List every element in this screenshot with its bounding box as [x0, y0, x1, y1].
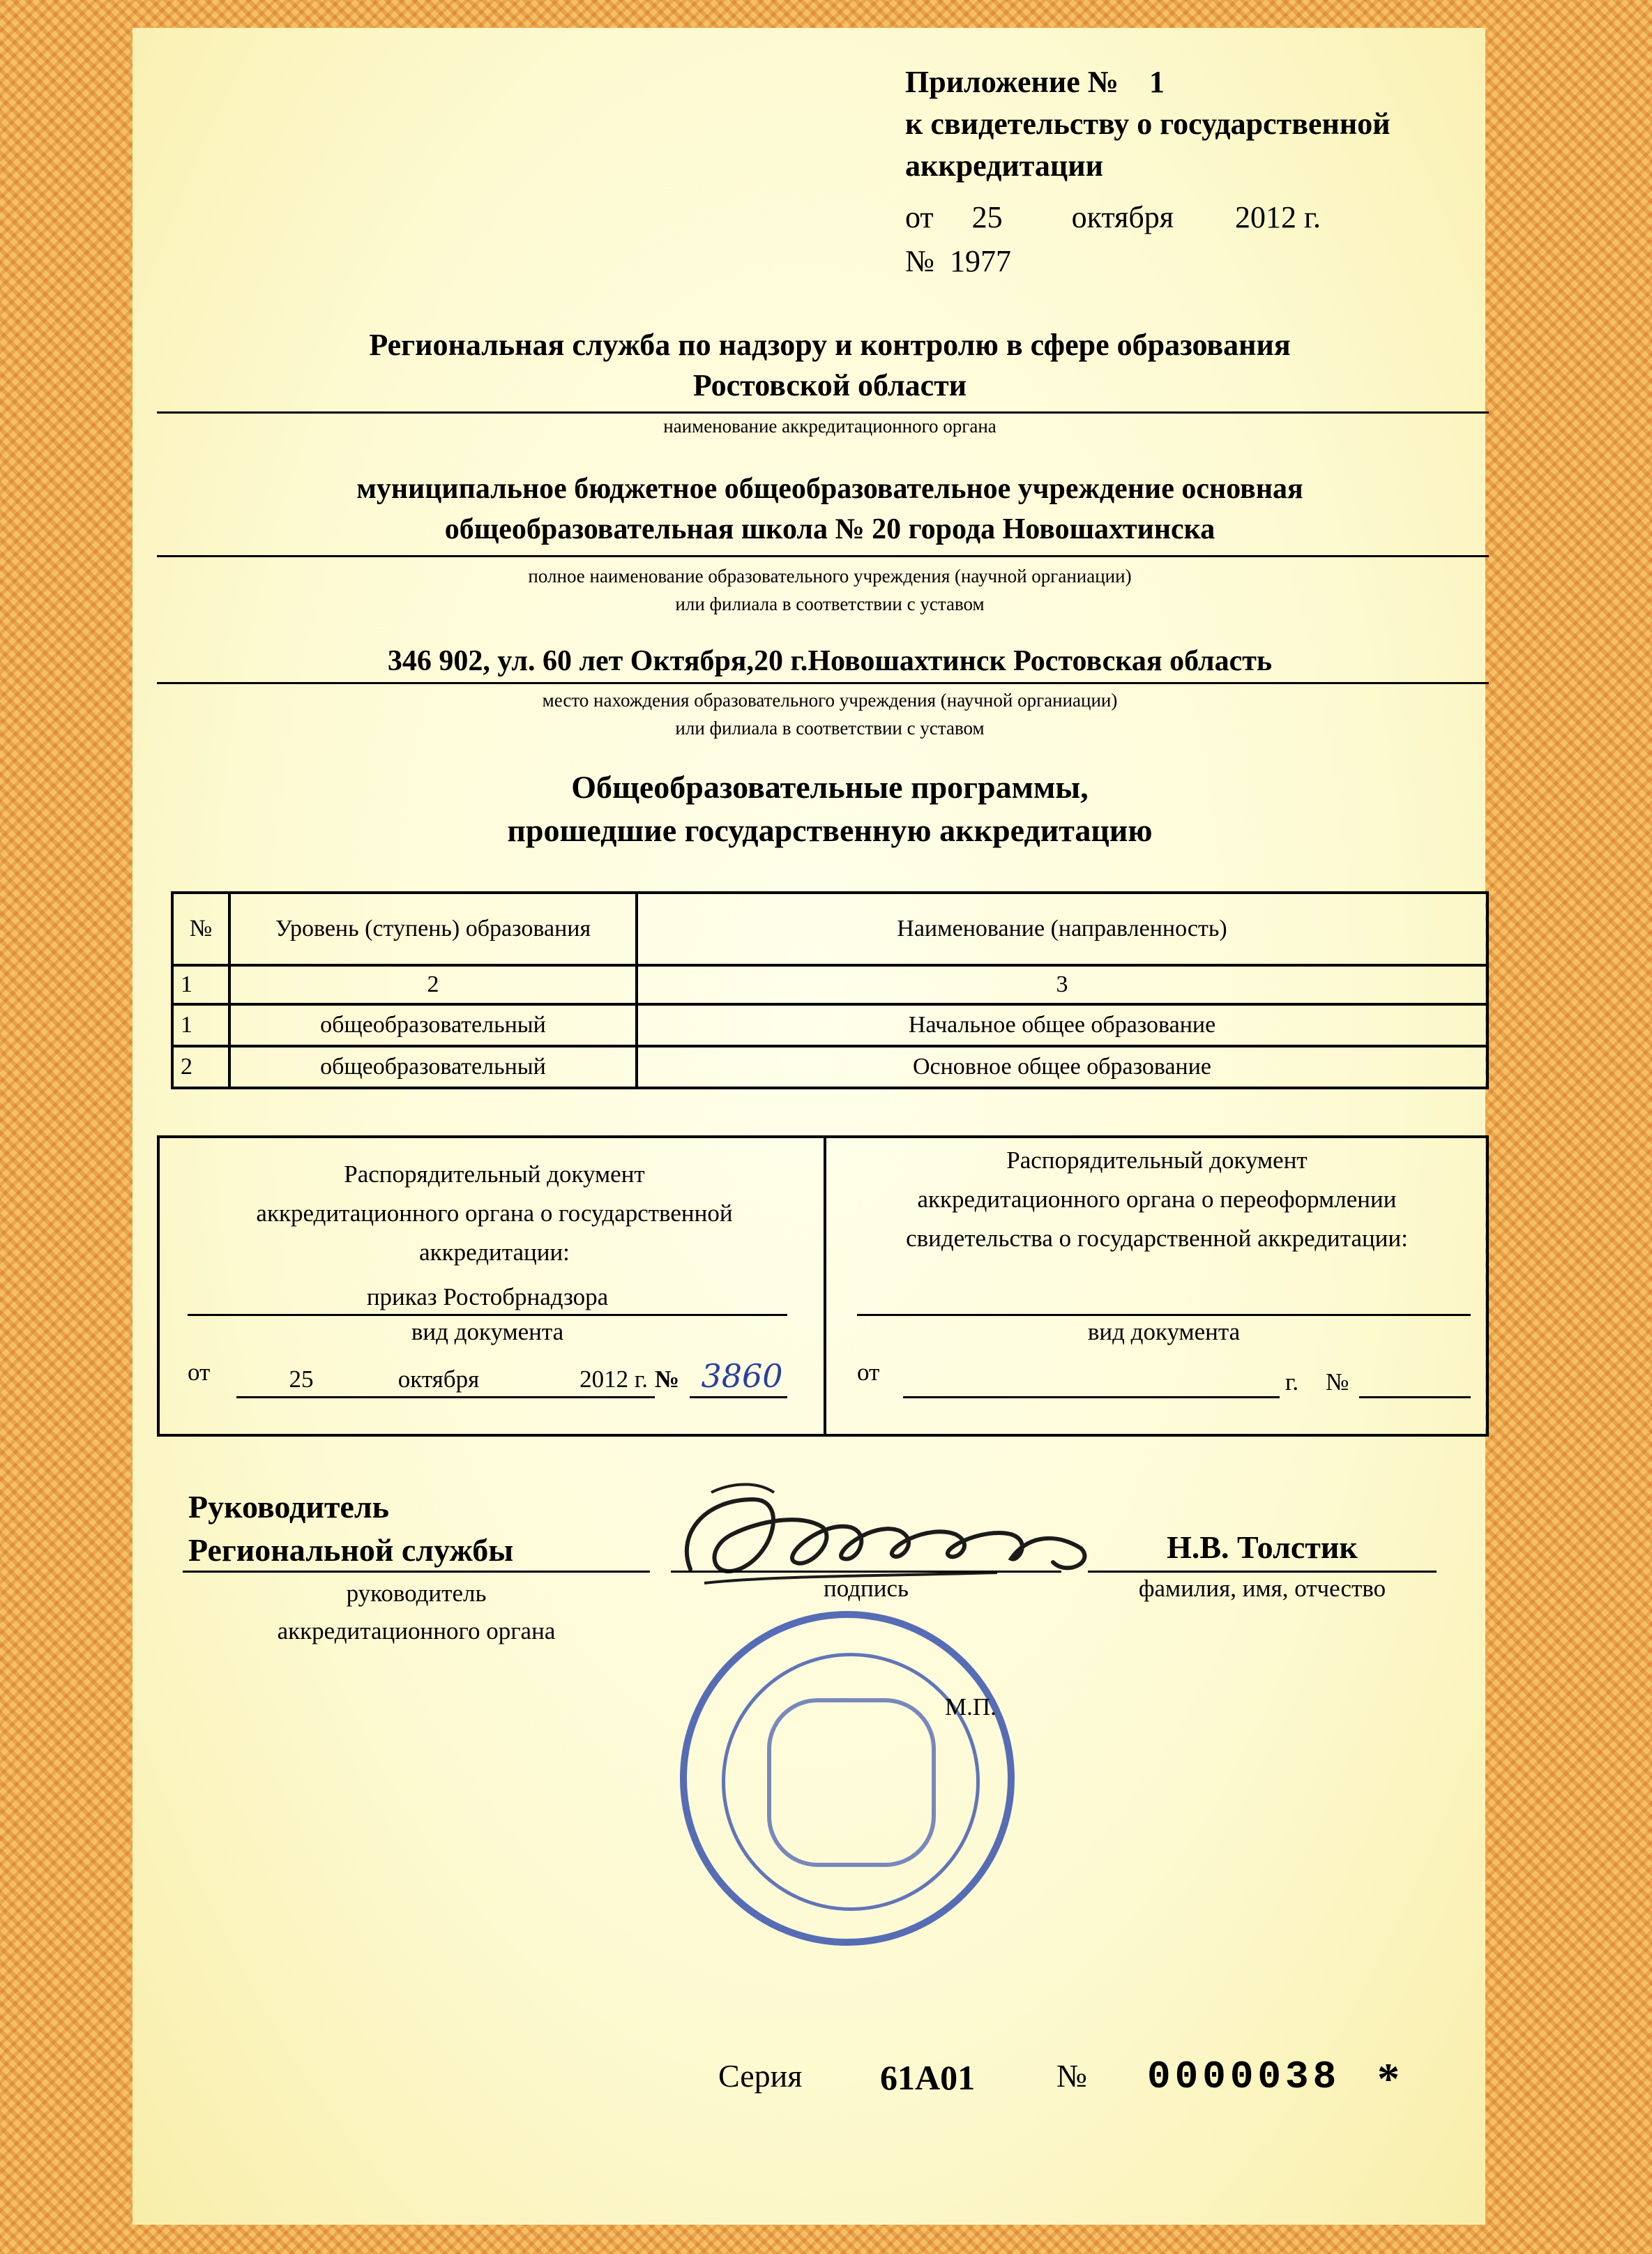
- institution-name-line2: общеобразовательная школа № 20 города Новошахтинска: [444, 513, 1215, 545]
- series-number-value: 0000038: [1147, 2055, 1341, 2099]
- table-cell: общеобразовательный: [229, 1004, 637, 1046]
- order-left-number-underline: [690, 1396, 787, 1398]
- signatory-name-caption: фамилия, имя, отчество: [1138, 1575, 1386, 1602]
- order-right-heading-line3: свидетельства о государственной аккредитации:: [906, 1225, 1408, 1252]
- order-left-number-value: 3860: [701, 1357, 783, 1395]
- institution-caption-line2: или филиала в соответствии с уставом: [675, 593, 985, 614]
- order-right-date-prefix: от: [857, 1359, 880, 1386]
- series-value: 61А01: [880, 2058, 976, 2097]
- order-left-doc-caption: вид документа: [411, 1318, 564, 1345]
- order-left-heading-line1: Распорядительный документ: [344, 1160, 645, 1188]
- signatory-title-caption: [183, 1575, 650, 1650]
- table-cell: 1: [172, 965, 229, 1004]
- signatory-title-line1: Руководитель: [188, 1489, 389, 1525]
- programs-title-line1: Общеобразовательные программы,: [571, 769, 1089, 805]
- signatory-name: Н.В. Толстик: [1167, 1529, 1358, 1565]
- address-caption-line1: место нахождения образовательного учреждения (научной органиации): [542, 690, 1118, 711]
- order-left-number-label: №: [655, 1366, 680, 1393]
- appendix-date-day: 25: [971, 200, 1003, 234]
- programs-title-line2: прошедшие государственную аккредитацию: [507, 812, 1153, 848]
- appendix-date: [905, 197, 1463, 239]
- order-right-date-underline: [903, 1396, 1280, 1398]
- table-cell: 2: [172, 1046, 229, 1088]
- table-cell: 1: [172, 1004, 229, 1046]
- orders-box: [157, 1135, 1489, 1437]
- organ-name-line1: Региональная служба по надзору и контролю в сфере образования: [369, 328, 1291, 362]
- order-right-number-label: №: [1326, 1368, 1349, 1395]
- table-header-cell: Наименование (направленность): [637, 893, 1487, 965]
- order-right-heading: [843, 1141, 1471, 1258]
- order-right-doc-underline: [857, 1314, 1471, 1316]
- signature-caption: подпись: [824, 1575, 909, 1602]
- institution-name: [171, 469, 1489, 550]
- order-right-doc-caption: вид документа: [1087, 1318, 1241, 1345]
- order-left-doc-underline: [188, 1314, 787, 1316]
- appendix-number-label: №: [905, 244, 934, 278]
- appendix-date-year: 2012 г.: [1234, 200, 1321, 234]
- institution-address: 346 902, ул. 60 лет Октября,20 г.Новошахтинск Ростовская область: [387, 645, 1273, 677]
- table-cell: общеобразовательный: [229, 1046, 637, 1088]
- organ-caption: наименование аккредитационного органа: [663, 416, 996, 437]
- table-cell: Начальное общее образование: [637, 1004, 1487, 1046]
- order-left-heading: [181, 1155, 808, 1272]
- organ-name: [171, 325, 1489, 406]
- signature-underline: [671, 1571, 1061, 1573]
- order-right-heading-line1: Распорядительный документ: [1006, 1147, 1308, 1174]
- coat-of-arms-icon: [767, 1698, 936, 1867]
- order-right-number-underline: [1359, 1396, 1471, 1398]
- appendix-date-month: октября: [1071, 200, 1174, 234]
- institution-name-line1: муниципальное бюджетное общеобразовательное учреждение основная: [356, 473, 1303, 505]
- order-left-date-underline: [236, 1396, 655, 1398]
- table-cell: 2: [229, 965, 637, 1004]
- order-right-year-suffix: г.: [1285, 1368, 1299, 1395]
- signatory-name-underline: [1088, 1571, 1437, 1573]
- series-label: Серия: [718, 2058, 803, 2094]
- order-left-heading-line3: аккредитации:: [419, 1239, 570, 1266]
- order-left-doc-type: приказ Ростобрнадзора: [366, 1283, 609, 1310]
- order-left-heading-line2: аккредитационного органа о государственной: [256, 1200, 733, 1227]
- programs-table: [171, 891, 1489, 1089]
- order-left-year: 2012 г.: [579, 1366, 648, 1393]
- table-index-row: [172, 965, 1487, 1004]
- address-caption-line2: или филиала в соответствии с уставом: [675, 718, 985, 739]
- order-right-heading-line2: аккредитационного органа о переоформлении: [917, 1186, 1397, 1213]
- series-mark: *: [1377, 2054, 1400, 2103]
- appendix-doc-number: [905, 241, 1324, 282]
- official-seal-stamp: [680, 1611, 1015, 1946]
- table-row: [172, 1004, 1487, 1046]
- orders-divider: [824, 1138, 826, 1434]
- appendix-date-prefix: от: [905, 200, 934, 234]
- institution-caption: [171, 562, 1489, 618]
- table-cell: 3: [637, 965, 1487, 1004]
- appendix-header: [905, 61, 1533, 187]
- programs-title: [171, 766, 1489, 852]
- signatory-caption-line1: руководитель: [346, 1580, 487, 1607]
- stamp-place-label: М.П.: [945, 1693, 996, 1720]
- signatory-title-underline: [183, 1571, 650, 1573]
- order-left-month: октября: [397, 1366, 480, 1393]
- appendix-line3: аккредитации: [905, 149, 1103, 183]
- address-underline: [157, 682, 1489, 684]
- address-caption: [171, 686, 1489, 742]
- institution-underline: [157, 555, 1489, 557]
- table-header-cell: №: [172, 893, 229, 965]
- organ-name-line2: Ростовской области: [692, 368, 967, 402]
- signatory-title: [188, 1485, 513, 1572]
- signatory-title-line2: Региональной службы: [188, 1532, 514, 1568]
- table-cell: Основное общее образование: [637, 1046, 1487, 1088]
- appendix-number: 1: [1149, 65, 1165, 99]
- organ-underline: [157, 411, 1489, 414]
- appendix-label: Приложение №: [905, 65, 1119, 99]
- order-left-date-prefix: от: [188, 1359, 211, 1386]
- appendix-line2: к свидетельству о государственной: [905, 107, 1390, 141]
- table-header-cell: Уровень (ступень) образования: [229, 893, 637, 965]
- appendix-number-value: 1977: [949, 244, 1011, 278]
- signatory-caption-line2: аккредитационного органа: [277, 1617, 556, 1644]
- order-left-day: 25: [289, 1366, 314, 1393]
- table-header-row: [172, 893, 1487, 965]
- institution-caption-line1: полное наименование образовательного учреждения (научной органиации): [528, 566, 1132, 587]
- series-number-label: №: [1056, 2058, 1087, 2094]
- table-row: [172, 1046, 1487, 1088]
